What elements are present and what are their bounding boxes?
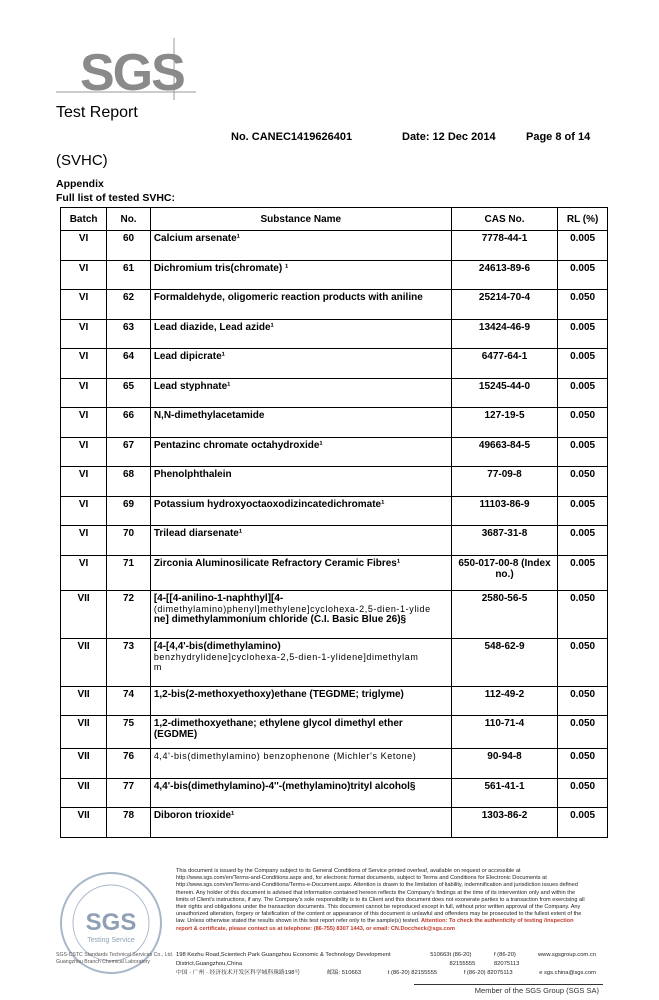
full-list-label: Full list of tested SVHC: (56, 192, 176, 204)
column-header-substance: Substance Name (150, 208, 451, 231)
cell-no: 78 (107, 808, 151, 838)
substance-name-line-1: Trilead diarsenate¹ (153, 528, 243, 539)
cell-batch: VII (61, 808, 107, 838)
cell-no: 62 (107, 290, 151, 320)
cell-substance-name (150, 408, 451, 438)
table-row (61, 231, 608, 261)
substance-name-line-1: Potassium hydroxyoctaoxodizincatedichromate¹ (153, 498, 385, 510)
cell-substance-name (150, 260, 451, 290)
section-heading: (SVHC) (56, 152, 108, 169)
disclaimer-text: This document is issued by the Company subject to its General Conditions of Service printed overleaf, available on request or accessible at http://www.sgs.com/en/Terms-and-Conditions.aspx and, for electronic format documents, subject to Terms and Conditions for Electronic Documents at http://www.sgs.com/en/Terms-and-Conditions/Terms-e-Document.aspx. Attention is drawn to the limitation of liability, indemnification and jurisdiction issues defined therein. Any holder of this document is advised that information contained hereon reflects the Company's findings at the time of its intervention only and within the limits of Client's instructions, if any. The Company's sole responsibility is to its Client and this document does not exonerate parties to a transaction from exercising all their rights and obligations under the transaction documents. This document cannot be reproduced except in full, without prior written approval of the Company. Any unauthorized alteration, forgery or falsification of the content or appearance of this document is unlawful and offenders may be prosecuted to the fullest extent of the law. Unless otherwise stated the results shown in this test report refer only to the sample(s) tested. (176, 868, 585, 925)
table-row (61, 716, 608, 749)
column-header-cas: CAS No. (451, 208, 557, 231)
cell-substance-name (150, 349, 451, 379)
column-header-batch: Batch (61, 208, 107, 231)
column-header-rl: RL (%) (558, 208, 608, 231)
sgs-logo (56, 38, 196, 100)
cell-substance-name (150, 638, 451, 686)
cell-rl: 0.005 (558, 808, 608, 838)
cell-no: 60 (107, 231, 151, 261)
cell-rl: 0.050 (558, 290, 608, 320)
table-row (61, 260, 608, 290)
cell-no: 69 (107, 496, 151, 526)
cell-batch: VII (61, 686, 107, 716)
cell-rl: 0.005 (558, 496, 608, 526)
sgs-member-note: Member of the SGS Group (SGS SA) (474, 986, 599, 995)
cell-cas-no: 112-49-2 (451, 686, 557, 716)
cell-cas-no: 3687-31-8 (451, 526, 557, 556)
cell-no: 63 (107, 319, 151, 349)
cell-no: 66 (107, 408, 151, 438)
appendix-label: Appendix (56, 178, 104, 190)
table-row (61, 408, 608, 438)
report-date: Date: 12 Dec 2014 (402, 131, 496, 143)
address-en-zip: 510663 (430, 952, 450, 958)
cell-substance-name (150, 496, 451, 526)
sgs-logo-icon (56, 38, 196, 100)
cell-batch: VII (61, 590, 107, 638)
substance-name-line-1: Calcium arsenate¹ (153, 233, 240, 244)
address-en-web: www.sgsgroup.com.cn (538, 952, 596, 958)
substance-name-line-1: Lead dipicrate¹ (153, 351, 225, 362)
authenticity-notice: Attention: To check the authenticity of testing /inspection report & certificate, please contact us at telephone: (86-755) 8307 1443, or email: CN.Doccheck@sgs.com (176, 918, 574, 932)
table-row (61, 319, 608, 349)
cell-no: 64 (107, 349, 151, 379)
report-number: No. CANEC1419626401 (231, 131, 353, 143)
cell-rl: 0.005 (558, 231, 608, 261)
cell-substance-name (150, 437, 451, 467)
cell-rl: 0.005 (558, 319, 608, 349)
cell-no: 76 (107, 749, 151, 779)
column-header-no: No. (107, 208, 151, 231)
cell-rl: 0.050 (558, 408, 608, 438)
table-row (61, 437, 608, 467)
substance-name-line-1: Lead styphnate¹ (153, 380, 231, 392)
cell-cas-no: 1303-86-2 (451, 808, 557, 838)
substance-name-line-1: Formaldehyde, oligomeric reaction products with aniline (153, 292, 423, 303)
table-row (61, 526, 608, 556)
cell-no: 74 (107, 686, 151, 716)
substance-name-line-1: Zirconia Aluminosilicate Refractory Ceramic Fibres¹ (153, 557, 401, 569)
cell-rl: 0.050 (558, 590, 608, 638)
address-cn: 中国 · 广州 · 经济技术开发区科学城科珠路198号 (176, 970, 301, 976)
cell-cas-no: 650-017-00-8 (Index no.) (451, 555, 557, 590)
table-body (61, 231, 608, 838)
page-number: Page 8 of 14 (526, 131, 591, 143)
cell-cas-no: 548-62-9 (451, 638, 557, 686)
cell-no: 72 (107, 590, 151, 638)
table-row (61, 290, 608, 320)
footer-disclaimer (176, 868, 586, 933)
cell-rl: 0.050 (558, 686, 608, 716)
address-cn-tel: t (86-20) 82155555 (387, 970, 438, 976)
cell-rl: 0.005 (558, 526, 608, 556)
cell-substance-name (150, 716, 451, 749)
cell-batch: VI (61, 378, 107, 408)
cell-cas-no: 110-71-4 (451, 716, 557, 749)
cell-no: 65 (107, 378, 151, 408)
address-en-fax: f (86-20) 82075113 (493, 952, 520, 967)
cell-substance-name (150, 378, 451, 408)
address-cn-zip: 邮编: 510663 (326, 970, 362, 976)
cell-rl: 0.050 (558, 467, 608, 497)
cell-rl: 0.050 (558, 749, 608, 779)
cell-batch: VI (61, 467, 107, 497)
cell-cas-no: 24613-89-6 (451, 260, 557, 290)
cell-cas-no: 2580-56-5 (451, 590, 557, 638)
substance-name-line-1: Lead diazide, Lead azide¹ (153, 321, 274, 333)
cell-rl: 0.005 (558, 437, 608, 467)
substance-name-line-2: (dimethylamino)phenyl]methylene]cyclohexa-2,5-dien-1-ylide (153, 603, 431, 614)
cell-substance-name (150, 467, 451, 497)
cell-batch: VI (61, 349, 107, 379)
company-line-2: Guangzhou Branch Chemical Laboratory (56, 959, 151, 965)
cell-cas-no: 49663-84-5 (451, 437, 557, 467)
cell-rl: 0.050 (558, 638, 608, 686)
cell-substance-name (150, 555, 451, 590)
cell-batch: VII (61, 749, 107, 779)
footer-address (176, 951, 596, 978)
substance-name-line-1: 4,4'-bis(dimethylamino) benzophenone (Michler's Ketone) (153, 751, 417, 761)
cell-batch: VI (61, 290, 107, 320)
cell-cas-no: 15245-44-0 (451, 378, 557, 408)
table-row (61, 778, 608, 808)
substance-name-line-1: Pentazinc chromate octahydroxide¹ (153, 439, 323, 451)
cell-rl: 0.050 (558, 778, 608, 808)
substance-name-line-1: 1,2-dimethoxyethane; ethylene glycol dimethyl ether (153, 718, 403, 729)
table-row (61, 496, 608, 526)
cell-cas-no: 25214-70-4 (451, 290, 557, 320)
cell-batch: VII (61, 716, 107, 749)
cell-cas-no: 11103-86-9 (451, 496, 557, 526)
cell-substance-name (150, 290, 451, 320)
cell-batch: VI (61, 408, 107, 438)
cell-batch: VI (61, 231, 107, 261)
cell-cas-no: 127-19-5 (451, 408, 557, 438)
substance-name-line-1: 4,4'-bis(dimethylamino)-4''-(methylamino)trityl alcohol§ (153, 780, 416, 792)
cell-no: 61 (107, 260, 151, 290)
substance-name-line-2: benzhydrylidene]cyclohexa-2,5-dien-1-ylidene]dimethylam (153, 651, 419, 662)
cell-substance-name (150, 778, 451, 808)
table-row (61, 590, 608, 638)
cell-no: 73 (107, 638, 151, 686)
substance-name-line-3: ne] dimethylammonium chloride (C.I. Basic Blue 26)§ (153, 613, 407, 625)
table-row (61, 686, 608, 716)
cell-substance-name (150, 686, 451, 716)
cell-batch: VI (61, 260, 107, 290)
table-row (61, 349, 608, 379)
cell-batch: VI (61, 555, 107, 590)
substance-name-line-1: 1,2-bis(2-methoxyethoxy)ethane (TEGDME; triglyme) (153, 688, 404, 700)
address-row-en (176, 951, 596, 969)
cell-no: 71 (107, 555, 151, 590)
cell-batch: VI (61, 437, 107, 467)
table-row (61, 638, 608, 686)
cell-batch: VII (61, 778, 107, 808)
cell-substance-name (150, 319, 451, 349)
table-header-row (61, 208, 608, 231)
cell-batch: VI (61, 319, 107, 349)
substance-name-line-1: [4-[4,4'-bis(dimethylamino) (153, 640, 281, 652)
address-en: 198 Kezhu Road,Scientech Park Guangzhou Economic & Technology Development District,Guangzhou,China (176, 952, 391, 967)
cell-no: 77 (107, 778, 151, 808)
cell-cas-no: 77-09-8 (451, 467, 557, 497)
table-row (61, 555, 608, 590)
svhc-table (60, 207, 608, 838)
footer-divider (414, 984, 603, 985)
address-en-tel: t (86-20) 82155555 (449, 952, 476, 967)
address-cn-fax: f (86-20) 82075113 (463, 970, 513, 976)
footer-company (56, 952, 176, 966)
cell-batch: VII (61, 638, 107, 686)
substance-name-line-1: Diboron trioxide¹ (153, 810, 235, 821)
seal-subtitle: Testing Service (87, 937, 135, 944)
table-row (61, 808, 608, 838)
substance-name-line-2: (EGDME) (153, 729, 198, 740)
cell-rl: 0.050 (558, 716, 608, 749)
address-cn-email: e sgs.china@sgs.com (539, 970, 596, 976)
cell-rl: 0.005 (558, 349, 608, 379)
cell-substance-name (150, 526, 451, 556)
cell-rl: 0.005 (558, 555, 608, 590)
cell-rl: 0.005 (558, 378, 608, 408)
svg-text:SGS: SGS (80, 44, 184, 100)
cell-cas-no: 561-41-1 (451, 778, 557, 808)
cell-no: 68 (107, 467, 151, 497)
substance-name-line-1: N,N-dimethylacetamide (153, 410, 265, 421)
substance-name-line-3: m (153, 661, 162, 672)
substance-name-line-1: Phenolphthalein (153, 469, 232, 480)
substance-name-line-1: [4-[[4-anilino-1-naphthyl][4- (153, 592, 284, 604)
table-row (61, 749, 608, 779)
table-row (61, 467, 608, 497)
substance-name-line-1: Dichromium tris(chromate) ¹ (153, 262, 289, 274)
table-row (61, 378, 608, 408)
cell-cas-no: 90-94-8 (451, 749, 557, 779)
cell-batch: VI (61, 496, 107, 526)
cell-substance-name (150, 808, 451, 838)
cell-substance-name (150, 590, 451, 638)
cell-cas-no: 13424-46-9 (451, 319, 557, 349)
cell-no: 70 (107, 526, 151, 556)
cell-cas-no: 6477-64-1 (451, 349, 557, 379)
report-title: Test Report (56, 104, 138, 121)
cell-substance-name (150, 749, 451, 779)
company-line-1: SGS-CSTC Standards Technical Services Co., Ltd. (56, 952, 174, 958)
cell-batch: VI (61, 526, 107, 556)
cell-no: 75 (107, 716, 151, 749)
cell-substance-name (150, 231, 451, 261)
cell-rl: 0.005 (558, 260, 608, 290)
cell-cas-no: 7778-44-1 (451, 231, 557, 261)
seal-text: SGS (85, 909, 137, 936)
cell-no: 67 (107, 437, 151, 467)
address-row-cn (176, 969, 596, 978)
